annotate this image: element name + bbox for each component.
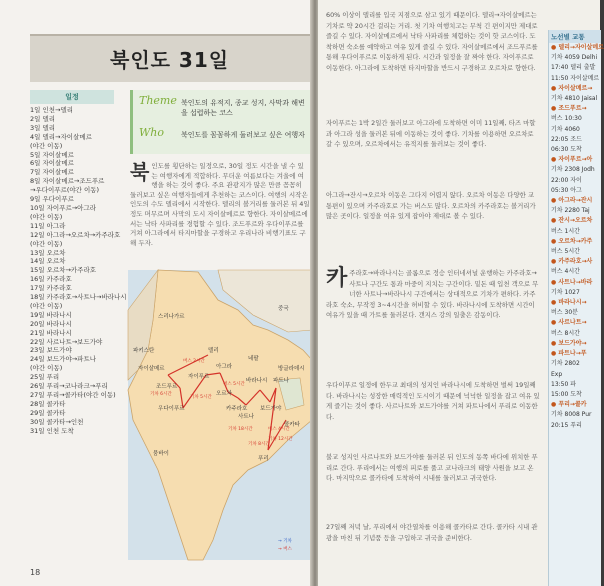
map-legend	[278, 537, 293, 552]
itinerary-row: (야간 이동)	[30, 364, 63, 373]
itinerary-row: 26일 푸리→코나라크→푸리	[30, 382, 108, 391]
transport-sidebar	[548, 30, 604, 586]
route-label-6: 버스 4시간	[268, 427, 290, 432]
itinerary-row: 2일 델리	[30, 114, 56, 123]
india-route-map	[128, 270, 312, 560]
transport-row: 버스 30분	[551, 309, 578, 317]
itinerary-row: 9일 우다이푸르	[30, 195, 74, 204]
right-para-6: 불교 성지인 사르나트와 보드가야를 둘러본 뒤 인도의 동쪽 바다에 위치한 푸리로 간다. 푸리에서는 여행의 피로를 풀고 코나라크의 태양 사원을 보고 온다. 마지막으로 콜카타에 도착하여 시내를 둘러보고 귀국한다.	[326, 453, 538, 483]
map-label-9: 카주라호	[226, 406, 248, 412]
map-label-5: 조드푸르	[156, 384, 178, 390]
map-label-4: 자이살메르	[138, 366, 165, 372]
itinerary-row: 13일 오르차	[30, 248, 66, 257]
who-text: 북인도를 꼼꼼하게 둘러보고 싶은 여행자	[181, 131, 305, 139]
left-body-paragraph: 인도를 횡단하는 일정으로, 30일 정도 시간을 낼 수 있는 여행자에게 적합하다. 무더운 여름보다는 겨울에 여행을 하는 것이 좋다. 주요 관광지가 많은 만큼 꼼꼼히 둘러보고 싶은 여행자들에게 추천하는 코스이다. 여행의 시작은 인도의 수도 델리에서 시작한다. 델리의 볼거리를 둘러본 뒤 4일 정도 머무르며 사막의 도시 자이살메르로 향한다. 자이살메르에서는 낙타 사파리를 경험할 수 있다. 조드푸르와 우다이푸르를 거쳐 아그라에서 타지마할을 구경하고 우리나라 비행기표도 구해 두자.	[130, 162, 310, 247]
transport-row: 13:50 파	[551, 380, 576, 388]
itinerary-row: (야간 이동)	[30, 239, 63, 248]
map-label-11: 바라나시	[246, 378, 268, 384]
map-label-19: 네팔	[248, 356, 259, 362]
page-number: 18	[30, 568, 41, 577]
right-intro: 60% 이상이 델리를 입국 지점으로 삼고 있기 때문이다. 델리→자이살메르는 기차로 약 20시간 걸리는 거리. 첫 기차 여행치고는 무척 긴 편이지만 제대로 즐길 수 있다. 자이살메르에서 낙타 사파리를 체험하는 것이 핫 코스이다. 도착하면 숙소를 예약하고 여유 있게 즐길 수 있다. 자이살메르에서 조드푸르를 통해 우다이푸르로 이동하게 된다. 시간과 일정을 잘 짜야 한다. 자이푸르로 이동한다. 아그라에 도착하면 타지마할을 반드시 구경하고 오르차로 향한다.	[326, 11, 538, 72]
transport-row: ● 보드가야→	[551, 339, 587, 347]
transport-row: ● 파트나→푸	[551, 350, 587, 358]
right-page	[318, 0, 604, 586]
transport-row: 22:00 자이	[551, 176, 582, 184]
transport-row: 기차 4060	[551, 125, 580, 133]
page-title: 북인도 31일	[110, 48, 230, 72]
transport-row: 기차 2802	[551, 360, 580, 368]
transport-row: ● 오르차→카주	[551, 237, 593, 245]
transport-list	[549, 43, 604, 431]
drop-cap: 북	[130, 160, 150, 184]
itinerary-row: 8일 자이살메르→조드푸르	[30, 177, 105, 186]
itinerary-row: 17일 카주라호	[30, 284, 72, 293]
transport-row: 기차 2308 Jodh	[551, 166, 595, 174]
transport-heading: 노선별 교통	[549, 30, 601, 43]
map-label-18: 푸리	[258, 456, 269, 462]
right-para-4	[326, 268, 540, 321]
map-label-16: 콜카타	[284, 422, 300, 428]
map-label-6: 아그라	[216, 364, 232, 370]
transport-row: 버스 8시간	[551, 329, 580, 337]
transport-row: 버스 5시간	[551, 248, 580, 256]
route-label-5: 기차 12시간	[268, 437, 293, 442]
itinerary-row: 31일 인천 도착	[30, 426, 74, 435]
itinerary-row: →우다이푸르(야간 이동)	[30, 186, 100, 195]
transport-row: ● 사트나→바라	[551, 278, 593, 286]
itinerary-row: 15일 오르차→카주라호	[30, 266, 97, 275]
map-label-8: 오르차	[216, 391, 232, 397]
map-label-14: 파트나	[273, 378, 289, 384]
route-label-3: 버스 5시간	[223, 382, 245, 387]
transport-row: ● 푸리→콜카	[551, 401, 587, 409]
itinerary-list	[30, 106, 127, 436]
map-label-12: 사트나	[238, 414, 254, 420]
right-drop-cap: 카	[326, 266, 348, 291]
itinerary-row: 21일 바라나시	[30, 328, 72, 337]
route-label-4: 기차 18시간	[228, 427, 253, 432]
route-label-7: 기차 8시간	[248, 442, 270, 447]
map-label-1: 중국	[278, 306, 289, 312]
itinerary-row: (야간 이동)	[30, 212, 63, 221]
map-label-13: 보드가야	[260, 406, 282, 412]
transport-row: 버스 4시간	[551, 268, 580, 276]
transport-row: 06:30 도착	[551, 146, 582, 154]
transport-row: ● 자이살메르→	[551, 84, 593, 92]
theme-label: Theme	[139, 94, 177, 107]
transport-row: 기차 1027	[551, 288, 580, 296]
legend-train: → 기차	[278, 539, 292, 544]
route-label-0: 버스 2시간	[183, 359, 205, 364]
transport-row: 11:50 자이살메르	[551, 74, 600, 82]
itinerary-row: 4일 델리→자이살메르	[30, 132, 92, 141]
itinerary-row: 23일 보드가야	[30, 346, 72, 355]
itinerary-row: 30일 콜카타→인천	[30, 417, 84, 426]
transport-row: ● 조드푸르→	[551, 105, 587, 113]
itinerary-row: 16일 카주라호	[30, 275, 72, 284]
theme-text: 북인도의 유적지, 종교 성지, 사막과 해변을 섭렵하는 코스	[181, 99, 305, 117]
itinerary-row: 28일 콜카타	[30, 399, 66, 408]
itinerary-row: 29일 콜카타	[30, 408, 66, 417]
transport-row: ● 자이푸르→아	[551, 156, 593, 164]
itinerary-row: (야간 이동)	[30, 141, 63, 150]
right-para-3: 아그라→잔시→오르차 이동은 그다지 어렵지 않다. 오르차 이동은 다양한 교통편이 있으며 카주라호로 가는 버스도 많다. 오르차의 카주라호는 볼거리가 많은 곳이다. 일정을 여유 있게 잡아야 제대로 볼 수 있다.	[326, 191, 536, 221]
right-para-2: 자이푸르는 1박 2일간 둘러보고 아그라에 도착하면 이미 11일째, 타즈 마할과 아그라 성을 둘러본 뒤에 이동하는 것이 좋다. 기차를 이용하면 오르차로 갈 수 있으며, 오르차에서는 유적지를 둘러보는 것이 좋다.	[326, 119, 536, 149]
transport-row: 17:40 델리 출발	[551, 64, 596, 72]
itinerary-row: 25일 푸리	[30, 373, 60, 382]
route-label-1: 기차 6시간	[150, 392, 172, 397]
itinerary-row: 6일 자이살메르	[30, 159, 74, 168]
itinerary-row: 18일 카주라호→사트나→바라나시	[30, 293, 127, 302]
itinerary-row: 5일 자이살메르	[30, 150, 74, 159]
map-label-0: 스리나가르	[158, 314, 185, 320]
itinerary-row: 1일 인천→델리	[30, 106, 74, 114]
theme-box	[130, 90, 315, 154]
itinerary-row: (야간 이동)	[30, 301, 63, 310]
map-label-10: 우다이푸르	[158, 406, 185, 412]
transport-row: ● 델리→자이살메르	[551, 44, 604, 51]
map-label-17: 뭄바이	[153, 451, 169, 457]
left-body-text	[130, 162, 310, 248]
itinerary-row: 14일 오르차	[30, 257, 66, 266]
transport-row: ● 잔시→오르차	[551, 217, 593, 225]
transport-row: 기차 2280 Taj	[551, 207, 590, 215]
itinerary-row: 24일 보드가야→파트나	[30, 355, 97, 364]
itinerary-row: 27일 푸리→콜카타(야간 이동)	[30, 391, 116, 399]
itinerary-row: 7일 자이살메르	[30, 168, 74, 177]
transport-row: ● 카주라호→사	[551, 258, 593, 266]
transport-row: 버스 1시간	[551, 227, 580, 235]
itinerary-row: 19일 바라나시	[30, 310, 72, 319]
transport-row: ● 바라나시→	[551, 299, 587, 307]
transport-row: 기차 8008 Pur	[551, 411, 592, 419]
map-label-2: 파키스탄	[133, 348, 155, 354]
transport-row: 기차 4810 Jaisal	[551, 95, 598, 103]
itinerary-row: 20일 바라나시	[30, 319, 72, 328]
itinerary-sidebar	[30, 90, 127, 436]
itinerary-row: 11일 아그라	[30, 221, 66, 230]
transport-row: 15:00 도착	[551, 390, 582, 398]
transport-row: 버스 10:30	[551, 115, 582, 123]
map-svg	[128, 270, 312, 560]
itinerary-row: 10일 자이푸르→아그라	[30, 203, 97, 212]
transport-row: ● 아그라→잔시	[551, 197, 593, 205]
legend-bus: → 버스	[278, 547, 292, 552]
who-label: Who	[139, 126, 165, 139]
transport-row: 22:05 조드	[551, 135, 582, 143]
itinerary-heading: 일정	[30, 90, 114, 104]
transport-row: 기차 4059 Delhi	[551, 54, 598, 62]
transport-row: Exp	[551, 370, 563, 378]
right-para-7: 27일째 저녁 날, 푸리에서 야간열차를 이용해 콜카타로 간다. 콜카타 시내 관광을 마친 뒤 기념품 등을 구입하고 귀국을 준비한다.	[326, 523, 538, 542]
map-label-7: 자이푸르	[188, 374, 210, 380]
transport-row: 05:30 아그	[551, 186, 582, 194]
itinerary-row: 12일 아그라→오르차→카주라호	[30, 230, 121, 239]
transport-row: ● 사르나트→	[551, 319, 587, 327]
map-label-15: 방글라데시	[278, 366, 305, 372]
itinerary-row: 22일 사르나트→보드가야	[30, 337, 103, 346]
map-label-3: 델리	[208, 348, 219, 354]
transport-row: 20:15 푸리	[551, 421, 582, 429]
right-para-4-text: 주라호→바라나시는 골롬으로 정승 인터네셔널 운행하는 카주라호→사트나 구간도 통과 마중이 지치는 구간이다. 밑돈 때 입천 객으로 무너한 사트나→바라나시 구간에서는 상대적으로 기차가 편하다. 카주라호 숙소, 무작정 3~4시간을 허비할 수 있다. 바라나시에 도착하면 시간이 여유가 있을 때 가트를 둘러본다. 갠지스 강의 일출은 감동이다.	[326, 269, 539, 320]
right-para-5: 우다이푸르 일정에 한두교 최대의 성지인 바라나시에 도착하면 벌써 19일째다. 바라나시는 성장한 매력적인 도시이기 때문에 넉넉한 일정을 잡고 여유 있게 즐기는 것이 좋다. 사르나트와 보드가야를 거쳐 파트나에서 푸리로 이동한다.	[326, 381, 540, 421]
route-label-2: 기차 5시간	[190, 395, 212, 400]
itinerary-row: 3일 델리	[30, 123, 56, 132]
